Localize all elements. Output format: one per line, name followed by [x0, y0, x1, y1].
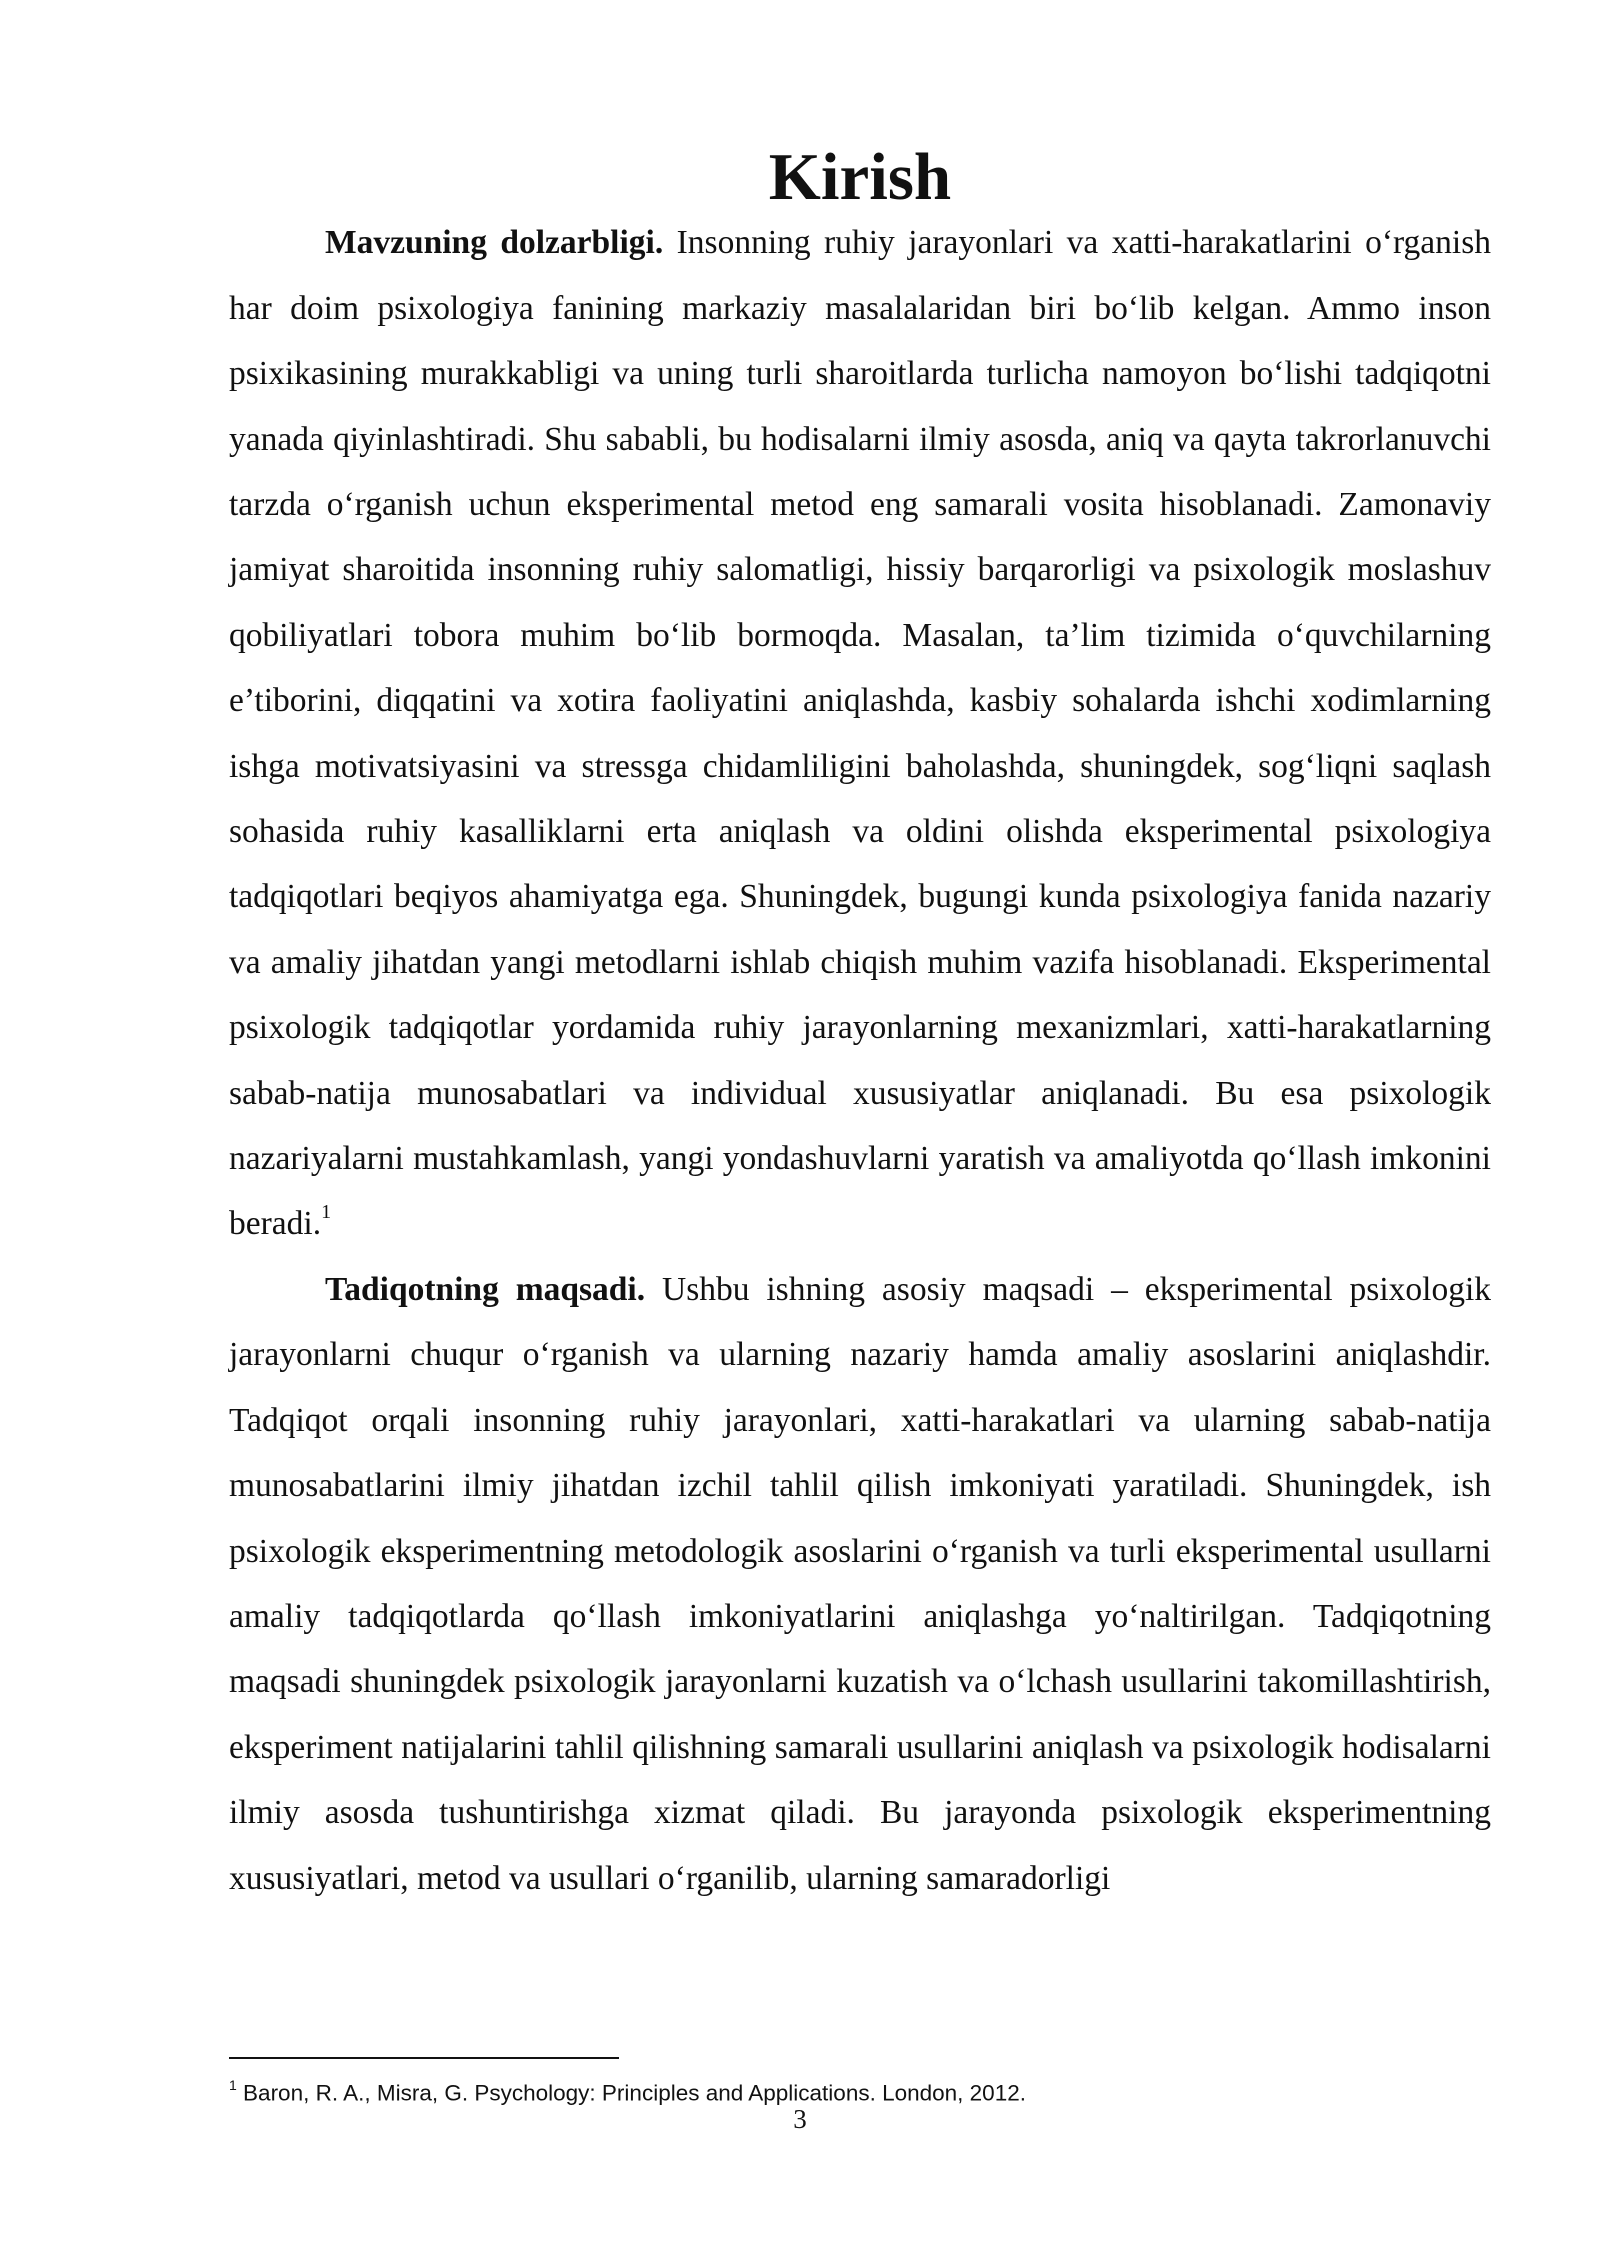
section-heading: Kirish — [768, 140, 952, 214]
footnote-marker: 1 — [229, 2077, 237, 2093]
paragraph-lead: Mavzuning dolzarbligi. — [325, 224, 664, 262]
page-number: 3 — [793, 2104, 807, 2134]
paragraph-purpose — [229, 1257, 1491, 1911]
footnote-text: Baron, R. A., Misra, G. Psychology: Principles and Applications. London, 2012. — [236, 2080, 1026, 2106]
paragraph-body: Ushbu ishning asosiy maqsadi – eksperimental psixologik jarayonlarni chuqur o‘rganish va ularning nazariy hamda amaliy asoslarini aniqlashdir. Tadqiqot orqali insonning ruhiy jarayonlari, xatti-harakatlari va ularning sabab-natija munosabatlarini ilmiy jihatdan izchil tahlil qilish imkoniyati yaratiladi. Shuningdek, ish psixologik eksperimentning metodologik asoslarini o‘rganish va turli eksperimental usullarni amaliy tadqiqotlarda qo‘llash imkoniyatlarini aniqlashga yo‘naltirilgan. Tadqiqotning maqsadi shuningdek psixologik jarayonlarni kuzatish va o‘lchash usullarini takomillashtirish, eksperiment natijalarini tahlil qilishning samarali usullarini aniqlash va psixologik hodisalarni ilmiy asosda tushuntirishga xizmat qiladi. Bu jarayonda psixologik eksperimentning xususiyatlari, metod va usullari o‘rganilib, ularning samaradorligi — [229, 1270, 1491, 1897]
footnote-reference[interactable]: 1 — [321, 1201, 332, 1224]
paragraph-relevance — [229, 210, 1491, 1257]
body-text — [229, 140, 1492, 1911]
paragraph-body: Insonning ruhiy jarayonlari va xatti-harakatlarini o‘rganish har doim psixologiya fanining markaziy masalalaridan biri bo‘lib kelgan. Ammo inson psixikasining murakkabligi va uning turli sharoitlarda turlicha namoyon bo‘lishi tadqiqotni yanada qiyinlashtiradi. Shu sababli, bu hodisalarni ilmiy asosda, aniq va qayta takrorlanuvchi tarzda o‘rganish uchun eksperimental metod eng samarali vosita hisoblanadi. Zamonaviy jamiyat sharoitida insonning ruhiy salomatligi, hissiy barqarorligi va psixologik moslashuv qobiliyatlari tobora muhim bo‘lib bormoqda. Masalan, ta’lim tizimida o‘quvchilarning e’tiborini, diqqatini va xotira faoliyatini aniqlashda, kasbiy sohalarda ishchi xodimlarning ishga motivatsiyasini va stressga chidamliligini baholashda, shuningdek, sog‘liqni saqlash sohasida ruhiy kasalliklarni erta aniqlash va oldini olishda eksperimental psixologiya tadqiqotlari beqiyos ahamiyatga ega. Shuningdek, bugungi kunda psixologiya fanida nazariy va amaliy jihatdan yangi metodlarni ishlab chiqish muhim vazifa hisoblanadi. Eksperimental psixologik tadqiqotlar yordamida ruhiy jarayonlarning mexanizmlari, xatti-harakatlarning sabab-natija munosabatlari va individual xususiyatlar aniqlanadi. Bu esa psixologik nazariyalarni mustahkamlash, yangi yondashuvlarni yaratish va amaliyotda qo‘llash imkonini beradi. — [229, 224, 1492, 1243]
footnote-divider — [229, 2057, 619, 2059]
paragraph-lead: Tadiqotning maqsadi. — [325, 1270, 646, 1308]
